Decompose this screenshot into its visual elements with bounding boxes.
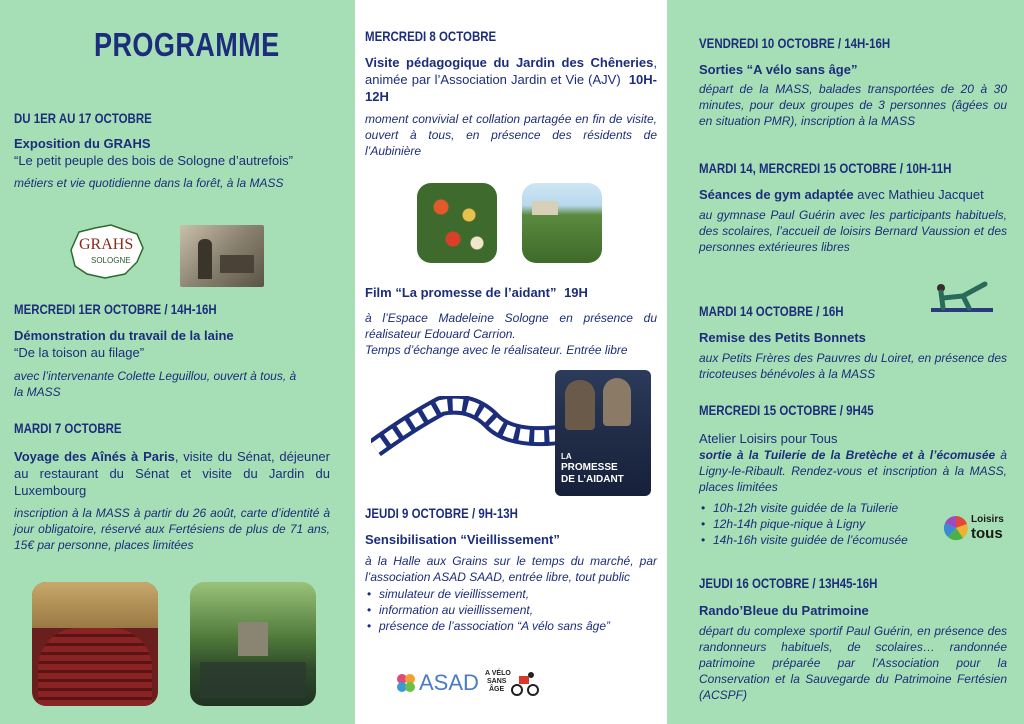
section-title: Rando’Bleue du Patrimoine <box>699 603 869 618</box>
section-title: Film “La promesse de l’aidant” 19H <box>365 285 588 300</box>
section-title: Remise des Petits Bonnets <box>699 330 866 345</box>
section-note: sortie à la Tuilerie de la Bretèche et à l’écomusée à Ligny-le-Ribault. Rendez-vous et inscription à la MASS, places limitées <box>699 448 1007 494</box>
section-head-jardin: MERCREDI 8 OCTOBRE <box>365 28 497 44</box>
section-gym <box>699 186 1007 255</box>
section-text: Visite pédagogique du Jardin des Chêneries, animée par l’Association Jardin et Vie (AJV) 10H-12H <box>365 55 657 104</box>
section-film <box>365 284 657 358</box>
section-velo <box>699 62 1007 129</box>
section-note: métiers et vie quotidienne dans la forêt, à la MASS <box>14 176 284 190</box>
loisirs-pour-tous-logo: Loisirs tous <box>943 512 1009 544</box>
section-title: Sensibilisation “Vieillissement” <box>365 532 560 547</box>
section-title: Démonstration du travail de la laine <box>14 328 234 343</box>
list-item: • simulateur de vieillissement, <box>365 586 657 602</box>
middle-column <box>355 0 667 724</box>
asad-logo: ASAD <box>395 668 475 700</box>
list-item: • information au vieillissement, <box>365 602 657 618</box>
luxembourg-garden-photo <box>190 582 316 706</box>
right-column <box>667 0 1024 724</box>
film-poster: LA PROMESSE DE L’AIDANT <box>555 370 651 496</box>
section-head-vieillissement: JEUDI 9 OCTOBRE / 9H-13H <box>365 505 518 521</box>
section-rando <box>699 603 1007 703</box>
list-item: • 14h-16h visite guidée de l’écomusée <box>699 532 1007 548</box>
section-head-paris: MARDI 7 OCTOBRE <box>14 420 122 436</box>
section-title: Exposition du GRAHS <box>14 136 151 151</box>
yoga-figure-icon <box>929 278 995 314</box>
list-item: • 12h-14h pique-nique à Ligny <box>699 516 1007 532</box>
left-column <box>0 0 355 724</box>
section-note: aux Petits Frères des Pauvres du Loiret, en présence des tricoteuses bénévoles à la MASS <box>699 351 1007 381</box>
section-note: à l’Espace Madeleine Sologne en présence du réalisateur Edouard Carrion. <box>365 311 657 341</box>
list-item: • 10h-12h visite guidée de la Tuilerie <box>699 500 1007 516</box>
section-text: “De la toison au filage” <box>14 345 145 360</box>
section-bonnets <box>699 330 1007 382</box>
film-strip-icon <box>371 396 571 472</box>
list-item: • présence de l’association “A vélo sans âge” <box>365 618 657 634</box>
section-jardin <box>365 54 657 159</box>
section-head-laine: MERCREDI 1ER OCTOBRE / 14H-16H <box>14 301 217 317</box>
grahs-logo: GRAHS SOLOGNE <box>65 222 145 282</box>
section-note: départ du complexe sportif Paul Guérin, en présence des randonneurs habituels, de scolaires… randonnée patrimoine préparée par l’Association pour la Conservation et la Sauvegarde du Patrimoine Fertésien (ACSPF) <box>699 624 1007 702</box>
section-note: à la Halle aux Grains sur le temps du marché, par l’association ASAD SAAD, entrée libre, tout public <box>365 554 657 584</box>
bullet-list <box>365 586 657 634</box>
grahs-historic-photo <box>180 225 264 287</box>
section-head-grahs: DU 1ER AU 17 OCTOBRE <box>14 110 152 126</box>
section-paris <box>14 448 330 553</box>
section-note: avec l’intervenante Colette Leguillou, ouvert à tous, à la MASS <box>14 369 297 399</box>
section-text: Séances de gym adaptée avec Mathieu Jacquet <box>699 187 984 202</box>
section-grahs <box>14 136 330 191</box>
section-text: “Le petit peuple des bois de Sologne d’autrefois” <box>14 153 293 168</box>
section-text: Atelier Loisirs pour Tous <box>699 431 838 446</box>
section-note: inscription à la MASS à partir du 26 août, carte d’identité à jour obligatoire, réservé aux Fertésiens de plus de 71 ans, 15€ par personne, places limitées <box>14 506 330 552</box>
vegetables-photo <box>417 183 497 263</box>
section-head-rando: JEUDI 16 OCTOBRE / 13H45-16H <box>699 575 878 591</box>
section-head-loisirs: MERCREDI 15 OCTOBRE / 9H45 <box>699 402 874 418</box>
senat-photo <box>32 582 158 706</box>
section-note-2: Temps d’échange avec le réalisateur. Entrée libre <box>365 343 628 357</box>
section-head-gym: MARDI 14, MERCREDI 15 OCTOBRE / 10H-11H <box>699 160 952 176</box>
garden-photo <box>522 183 602 263</box>
velo-sans-age-logo: A VÉLO SANS ÂGE <box>485 668 545 700</box>
section-head-bonnets: MARDI 14 OCTOBRE / 16H <box>699 303 844 319</box>
section-head-velo: VENDREDI 10 OCTOBRE / 14H-16H <box>699 35 891 51</box>
section-laine <box>14 328 330 400</box>
section-note: moment convivial et collation partagée en fin de visite, ouvert à tous, en présence des résidents de l’Aubinière <box>365 112 657 158</box>
section-title: Sorties “A vélo sans âge” <box>699 62 858 77</box>
section-vieillissement <box>365 532 657 634</box>
section-text: Voyage des Aînés à Paris, visite du Sénat, déjeuner au restaurant du Sénat et visite du Jardin du Luxembourg <box>14 449 330 498</box>
section-note: départ de la MASS, balades transportées de 20 à 30 minutes, pour deux groupes de 3 personnes (âgées ou en situation PMR), inscription à la MASS <box>699 82 1007 128</box>
page-title: PROGRAMME <box>94 26 280 63</box>
section-note: au gymnase Paul Guérin avec les participants habituels, des scolaires, l’accueil de loisirs Bernard Vaussion et des personnes extérieures libres <box>699 208 1007 254</box>
